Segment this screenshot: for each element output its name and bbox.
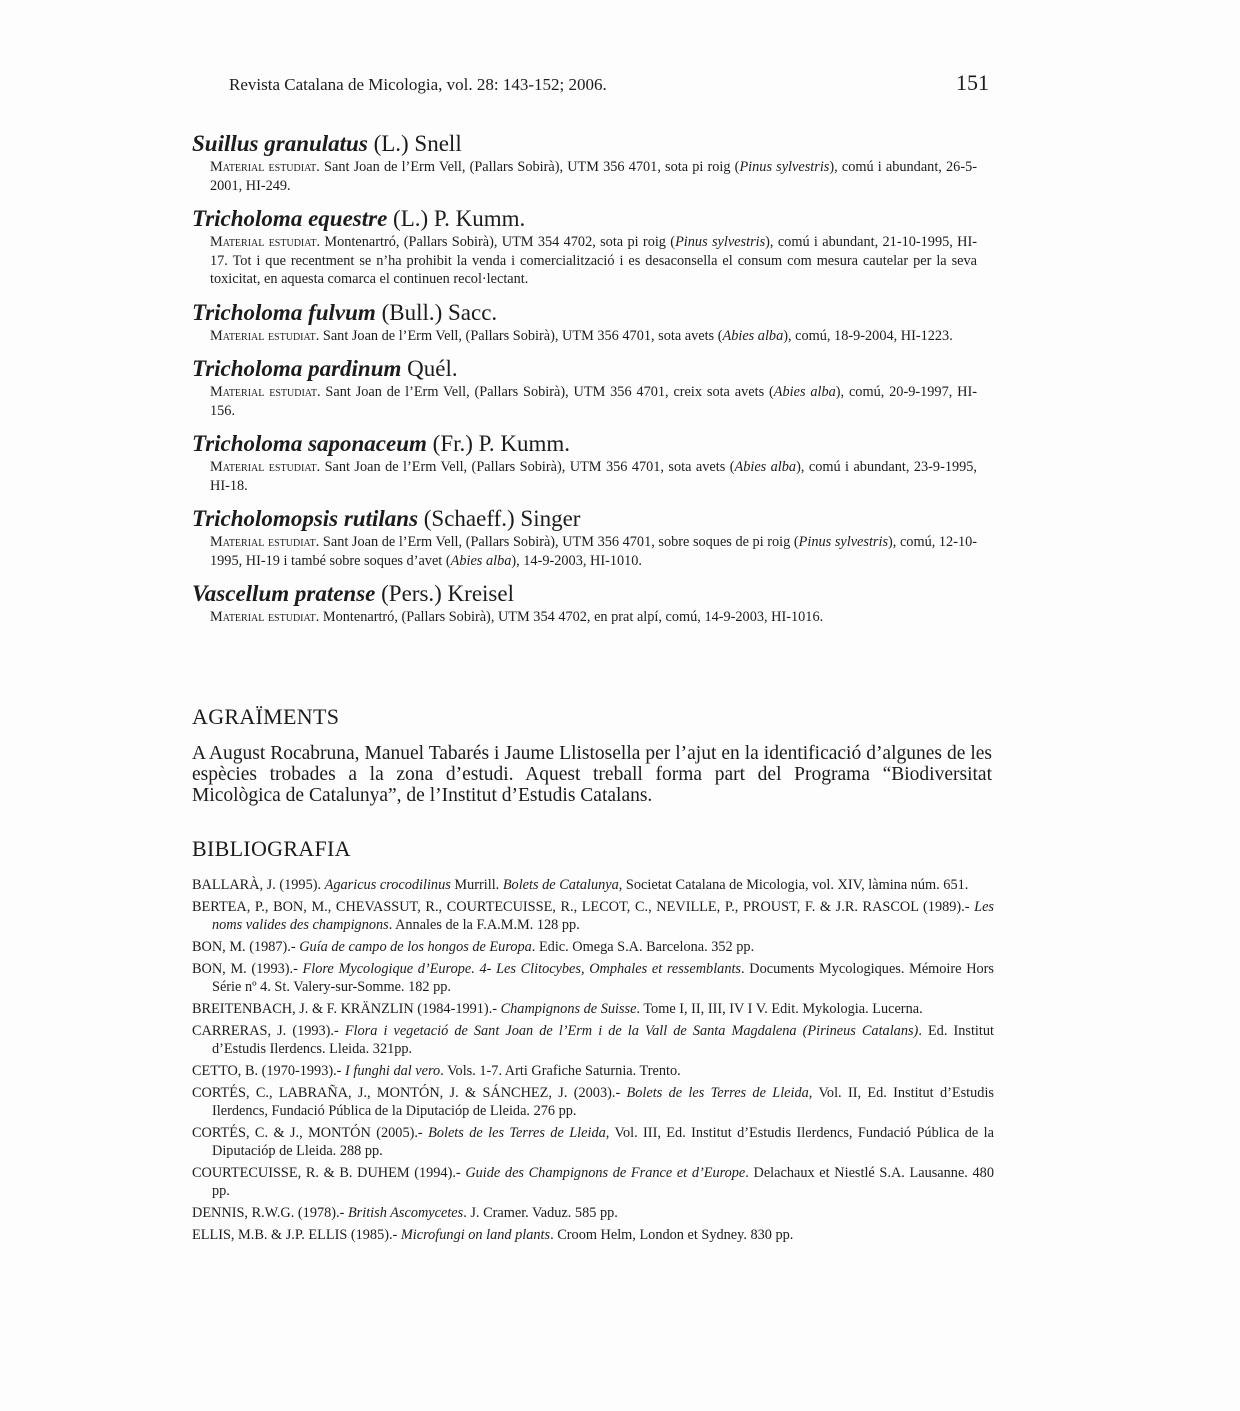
reference-text: , Societat Catalana de Micologia, vol. XIV, làmina núm. 651.: [618, 877, 969, 893]
taxon-name: Abies alba: [722, 327, 784, 344]
species-author: (L.) Snell: [367, 131, 462, 156]
material-studied: [210, 533, 977, 570]
taxon-name: Abies alba: [734, 459, 797, 475]
species-heading: [192, 205, 977, 233]
material-text: Sant Joan de l’Erm Vell, (Pallars Sobirà), UTM 356 4701, sobre soques de pi roig (: [319, 534, 799, 550]
reference-title: Bolets de les Terres de Lleida: [428, 1125, 606, 1141]
reference-item: [192, 1164, 994, 1200]
species-author: Quél.: [401, 356, 458, 381]
species-heading: [192, 299, 977, 327]
reference-item: [192, 938, 994, 956]
species-entry: [192, 299, 977, 346]
species-heading: [192, 580, 977, 608]
material-studied: [210, 327, 977, 346]
species-entry: [192, 580, 977, 627]
reference-item: [192, 1204, 994, 1222]
reference-text: . Tome I, II, III, IV I V. Edit. Mykologia. Lucerna.: [636, 1001, 923, 1017]
material-label: Material estudiat.: [210, 327, 320, 344]
material-label: Material estudiat.: [210, 534, 320, 550]
reference-title: Bolets de les Terres de Lleida: [626, 1085, 809, 1101]
taxon-name: Abies alba: [773, 384, 836, 400]
material-text: ), comú, 12-10-1995, HI-19 i també sobre soques d’avet (: [210, 534, 978, 569]
bibliography-list: [192, 876, 994, 1248]
reference-text: BREITENBACH, J. & F. KRÄNZLIN (1984-1991).-: [192, 1001, 501, 1017]
page-number: 151: [956, 70, 989, 95]
reference-text: CETTO, B. (1970-1993).-: [192, 1063, 346, 1079]
reference-title: Guía de campo de los hongos de Europa: [299, 939, 532, 955]
reference-text: BON, M. (1987).-: [192, 939, 300, 955]
reference-item: [192, 960, 994, 996]
reference-text: . Vols. 1-7. Arti Grafiche Saturnia. Trento.: [440, 1063, 681, 1079]
reference-title: Champignons de Suisse: [500, 1001, 637, 1017]
acknowledgements-text: A August Rocabruna, Manuel Tabarés i Jaume Llistosella per l’ajut en la identificació d’algunes de les espècies trobades a la zona d’estudi. Aquest treball forma part del Programa “Biodiversitat Micològica de Catalunya”, de l’Institut d’Estudis Catalans.: [192, 743, 992, 806]
species-list: [192, 130, 977, 637]
reference-item: [192, 1062, 994, 1080]
species-author: (Pers.) Kreisel: [375, 581, 514, 606]
material-text: Sant Joan de l’Erm Vell, (Pallars Sobirà), UTM 356 4701, sota avets (: [319, 327, 723, 344]
journal-citation: Revista Catalana de Micologia, vol. 28: 143-152; 2006.: [229, 75, 607, 94]
reference-title: Guide des Champignons de France et d’Europe: [465, 1165, 746, 1181]
reference-item: [192, 1022, 994, 1058]
reference-item: [192, 898, 994, 934]
taxon-name: Abies alba: [450, 552, 512, 569]
material-text: ), comú i abundant, 23-9-1995, HI-18.: [210, 459, 978, 494]
material-text: ), comú i abundant, 26-5-2001, HI-249.: [210, 159, 977, 194]
species-entry: [192, 355, 977, 420]
reference-text: Murrill.: [450, 877, 503, 893]
reference-item: [192, 1124, 994, 1160]
species-name: Suillus granulatus: [192, 131, 368, 156]
species-entry: [192, 430, 977, 495]
reference-text: BON, M. (1993).-: [192, 961, 303, 977]
acknowledgements-heading: AGRAÏMENTS: [192, 704, 340, 729]
material-studied: [210, 233, 977, 289]
species-name: Tricholoma pardinum: [192, 356, 402, 381]
material-text: ), comú i abundant, 21-10-1995, HI-17. Tot i que recentment se n’ha prohibit la venda i comercialització i es desaconsella el consum com mesura cautelar per la seva toxicitat, en aquesta comarca el continuen recol·lectant.: [210, 234, 977, 287]
reference-text: ELLIS, M.B. & J.P. ELLIS (1985).-: [192, 1227, 401, 1243]
material-label: Material estudiat.: [210, 159, 320, 175]
reference-text: . Ed. Institut d’Estudis Ilerdencs. Lleida. 321pp.: [212, 1023, 994, 1057]
material-text: ), comú, 18-9-2004, HI-1223.: [783, 327, 953, 344]
reference-title: I funghi dal vero: [345, 1063, 441, 1079]
species-author: (Bull.) Sacc.: [375, 299, 498, 325]
reference-text: , Vol. III, Ed. Institut d’Estudis Ilerdencs, Fundació Pública de la Diputacióp de Lleida. 288 pp.: [212, 1125, 994, 1159]
reference-text: CORTÉS, C. & J., MONTÓN (2005).-: [192, 1125, 429, 1141]
reference-item: [192, 1000, 994, 1018]
reference-item: [192, 1084, 994, 1120]
reference-text: CARRERAS, J. (1993).-: [192, 1023, 345, 1039]
reference-title: Microfungi on land plants: [400, 1227, 551, 1243]
reference-text: , Vol. II, Ed. Institut d’Estudis Ilerdencs, Fundació Pública de la Diputacióp de Lleida. 276 pp.: [212, 1085, 994, 1119]
species-name: Vascellum pratense: [192, 581, 376, 606]
reference-title: British Ascomycetes: [347, 1205, 464, 1221]
material-text: Montenartró, (Pallars Sobirà), UTM 354 4702, en prat alpí, comú, 14-9-2003, HI-1016.: [319, 609, 824, 625]
taxon-name: Pinus sylvestris: [798, 534, 889, 550]
material-text: Sant Joan de l’Erm Vell, (Pallars Sobirà), UTM 356 4701, creix sota avets (: [320, 384, 774, 400]
reference-text: CORTÉS, C., LABRAÑA, J., MONTÓN, J. & SÁNCHEZ, J. (2003).-: [192, 1085, 627, 1101]
species-entry: [192, 505, 977, 570]
reference-text: BERTEA, P., BON, M., CHEVASSUT, R., COURTECUISSE, R., LECOT, C., NEVILLE, P., PROUST, F. & J.R. RASCOL (1989).-: [192, 899, 975, 915]
reference-title: Agaricus crocodilinus: [324, 877, 451, 893]
reference-text: . Delachaux et Niestlé S.A. Lausanne. 480 pp.: [212, 1165, 994, 1199]
reference-text: COURTECUISSE, R. & B. DUHEM (1994).-: [192, 1165, 466, 1181]
material-studied: [210, 158, 977, 195]
reference-text: . Annales de la F.A.M.M. 128 pp.: [388, 917, 580, 933]
reference-text: DENNIS, R.W.G. (1978).-: [192, 1205, 348, 1221]
species-author: (L.) P. Kumm.: [387, 206, 526, 231]
species-name: Tricholoma saponaceum: [192, 431, 427, 456]
species-author: (Schaeff.) Singer: [418, 506, 581, 531]
reference-text: . J. Cramer. Vaduz. 585 pp.: [463, 1205, 618, 1221]
material-studied: [210, 458, 977, 495]
material-label: Material estudiat.: [210, 609, 320, 625]
species-heading: [192, 430, 977, 458]
material-label: Material estudiat.: [210, 384, 321, 400]
running-header: [229, 70, 989, 96]
reference-item: [192, 876, 994, 894]
material-studied: [210, 383, 977, 420]
reference-title: Flora i vegetació de Sant Joan de l’Erm i de la Vall de Santa Magdalena (Pirineus Catalans): [344, 1023, 919, 1039]
material-label: Material estudiat.: [210, 234, 321, 250]
species-name: Tricholoma fulvum: [192, 299, 376, 325]
taxon-name: Pinus sylvestris: [739, 159, 830, 175]
species-heading: [192, 130, 977, 158]
species-name: Tricholoma equestre: [192, 206, 388, 231]
bibliography-heading: BIBLIOGRAFIA: [192, 836, 351, 861]
material-text: Montenartró, (Pallars Sobirà), UTM 354 4702, sota pi roig (: [320, 234, 676, 250]
reference-title: Les noms valides des champignons: [212, 899, 994, 933]
reference-title: Flore Mycologique d’Europe. 4- Les Clitocybes, Omphales et ressemblants: [302, 961, 741, 977]
reference-title: Bolets de Catalunya: [502, 877, 619, 893]
material-text: Sant Joan de l’Erm Vell, (Pallars Sobirà), UTM 356 4701, sota pi roig (: [319, 159, 740, 175]
species-entry: [192, 205, 977, 289]
material-label: Material estudiat.: [210, 459, 321, 475]
reference-text: . Croom Helm, London et Sydney. 830 pp.: [550, 1227, 794, 1243]
species-name: Tricholomopsis rutilans: [192, 506, 419, 531]
material-text: ), 14-9-2003, HI-1010.: [511, 552, 643, 569]
material-studied: [210, 608, 977, 627]
species-author: (Fr.) P. Kumm.: [426, 431, 571, 456]
material-text: ), comú, 20-9-1997, HI-156.: [210, 384, 977, 419]
reference-item: [192, 1226, 994, 1244]
taxon-name: Pinus sylvestris: [675, 234, 766, 250]
reference-text: BALLARÀ, J. (1995).: [192, 877, 325, 893]
species-heading: [192, 505, 977, 533]
species-heading: [192, 355, 977, 383]
species-entry: [192, 130, 977, 195]
reference-text: . Edic. Omega S.A. Barcelona. 352 pp.: [531, 939, 755, 955]
material-text: Sant Joan de l’Erm Vell, (Pallars Sobirà), UTM 356 4701, sota avets (: [320, 459, 735, 475]
reference-text: . Documents Mycologiques. Mémoire Hors Série nº 4. St. Valery-sur-Somme. 182 pp.: [212, 961, 994, 995]
